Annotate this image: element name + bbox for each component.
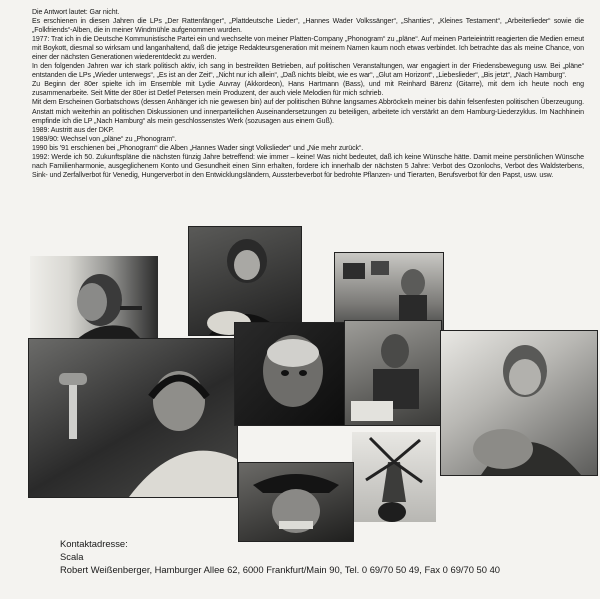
photo-guitar-playing bbox=[440, 330, 598, 476]
biography-text bbox=[32, 8, 584, 180]
photo-profile-pipe bbox=[30, 256, 158, 346]
bio-paragraph: 1977: Trat ich in die Deutsche Kommunistische Partei ein und wechselte von meiner Platten-Company „Phonogram“ zu „pläne“. Auf meinen Parteieintritt reagierten die Medien erneut mit Boykott, diesmal so wirksam und langanhaltend, daß die jetzige Redakteursgeneration mit meinem Namen kaum noch etwas verbindet. Ich betrachte das als meine Chance, von einer der nächsten Generationen wiederentdeckt zu werden. bbox=[32, 36, 584, 62]
photo-guitar-portrait bbox=[188, 226, 302, 336]
contact-heading: Kontaktadresse: bbox=[60, 538, 128, 549]
contact-company: Scala bbox=[60, 551, 84, 562]
bio-paragraph: Mit dem Erscheinen Gorbatschows (dessen Anhänger ich nie gewesen bin) auf der politischen Bühne langsames Abbröckeln meiner bis dahin felsenfesten politischen Überzeugung. Anstatt mich weiterhin an politischen Diskussionen und innerparteilichen Auseinandersetzungen zu beteiligen, arbeitete ich verstärkt an dem Hamburg-Liederzyklus. Im Nachhinein empfinde ich die LP „Nach Hamburg“ als mein geschlossenstes Werk (sozusagen aus einem Guß). bbox=[32, 99, 584, 125]
bio-paragraph: Zu Beginn der 80er spielte ich im Ensemble mit Lydie Auvray (Akkordeon), Hans Hartmann (Bass), und mit Reinhard Bärenz (Gitarre), mit dem ich heute noch eng zusammenarbeite. Seit Mitte der 80er ist Detlef Petersen mein Produzent, der auch viele Melodien für mich schrieb. bbox=[32, 81, 584, 98]
bio-paragraph: In den folgenden Jahren war ich stark politisch aktiv, ich sang in bestreikten Betrieben, auf politischen Veranstaltungen, war engagiert in der Friedensbewegung usw. Bei „pläne“ entstanden die LPs „Wieder unterwegs“, „Es ist an der Zeit“, „Nicht nur ich allein“, „Daß nichts bleibt, wie es war“, „Glut am Horizont“, „Liebeslieder“, „Bis jetzt“, „Nach Hamburg“. bbox=[32, 63, 584, 80]
photo-windmill bbox=[352, 432, 436, 522]
photo-desk-writing bbox=[344, 320, 442, 426]
bio-paragraph: 1989: Austritt aus der DKP. bbox=[32, 126, 114, 134]
bio-paragraph: Es erschienen in diesen Jahren die LPs „Der Rattenfänger“, „Plattdeutsche Lieder“, „Hannes Wader Volkssänger“, „Shanties“, „Kleines Testament“, „Arbeiterlieder“ sowie die „Folkfriends“-Alben, die in meiner Windmühle aufgenommen wurden. bbox=[32, 18, 584, 35]
contact-address: Robert Weißenberger, Hamburger Allee 62, 6000 Frankfurt/Main 90, Tel. 0 69/70 50 49, Fax 0 69/70 50 40 bbox=[60, 564, 501, 575]
contact-block bbox=[60, 537, 600, 576]
bio-paragraph: 1989/90: Wechsel von „pläne“ zu „Phonogram“. bbox=[32, 135, 177, 143]
photo-studio-headphones bbox=[28, 338, 238, 498]
photo-harmonica-hat bbox=[238, 462, 354, 542]
bio-paragraph: 1990 bis '91 erschienen bei „Phonogram“ die Alben „Hannes Wader singt Volkslieder“ und „Nie mehr zurück“. bbox=[32, 144, 364, 152]
photo-close-up-portrait bbox=[234, 322, 346, 426]
bio-paragraph: Die Antwort lautet: Gar nicht. bbox=[32, 9, 120, 16]
bio-paragraph: 1992: Werde ich 50. Zukunftspläne die nächsten fünzig Jahre betreffend: wie immer – keine! Was nicht bedeutet, daß ich keine Wünsche hätte. Damit meine persönlichen Wünsche nach Familienharmonie, ausgeglichenem Konto und Gesundheit einen Sinn erhalten, fordere ich innerhalb der nächsten 5 Jahre: Verbot des Ozonlochs, Verbot des Waldsterbens, Sink- und Zerfallverbot für Venedig, Hungerverbot in den Entwicklungsländern, Aussterbeverbot für bedrohte Pflanzen- und Tierarten, Berufsverbot für den Papst, usw. usw. bbox=[32, 153, 584, 179]
